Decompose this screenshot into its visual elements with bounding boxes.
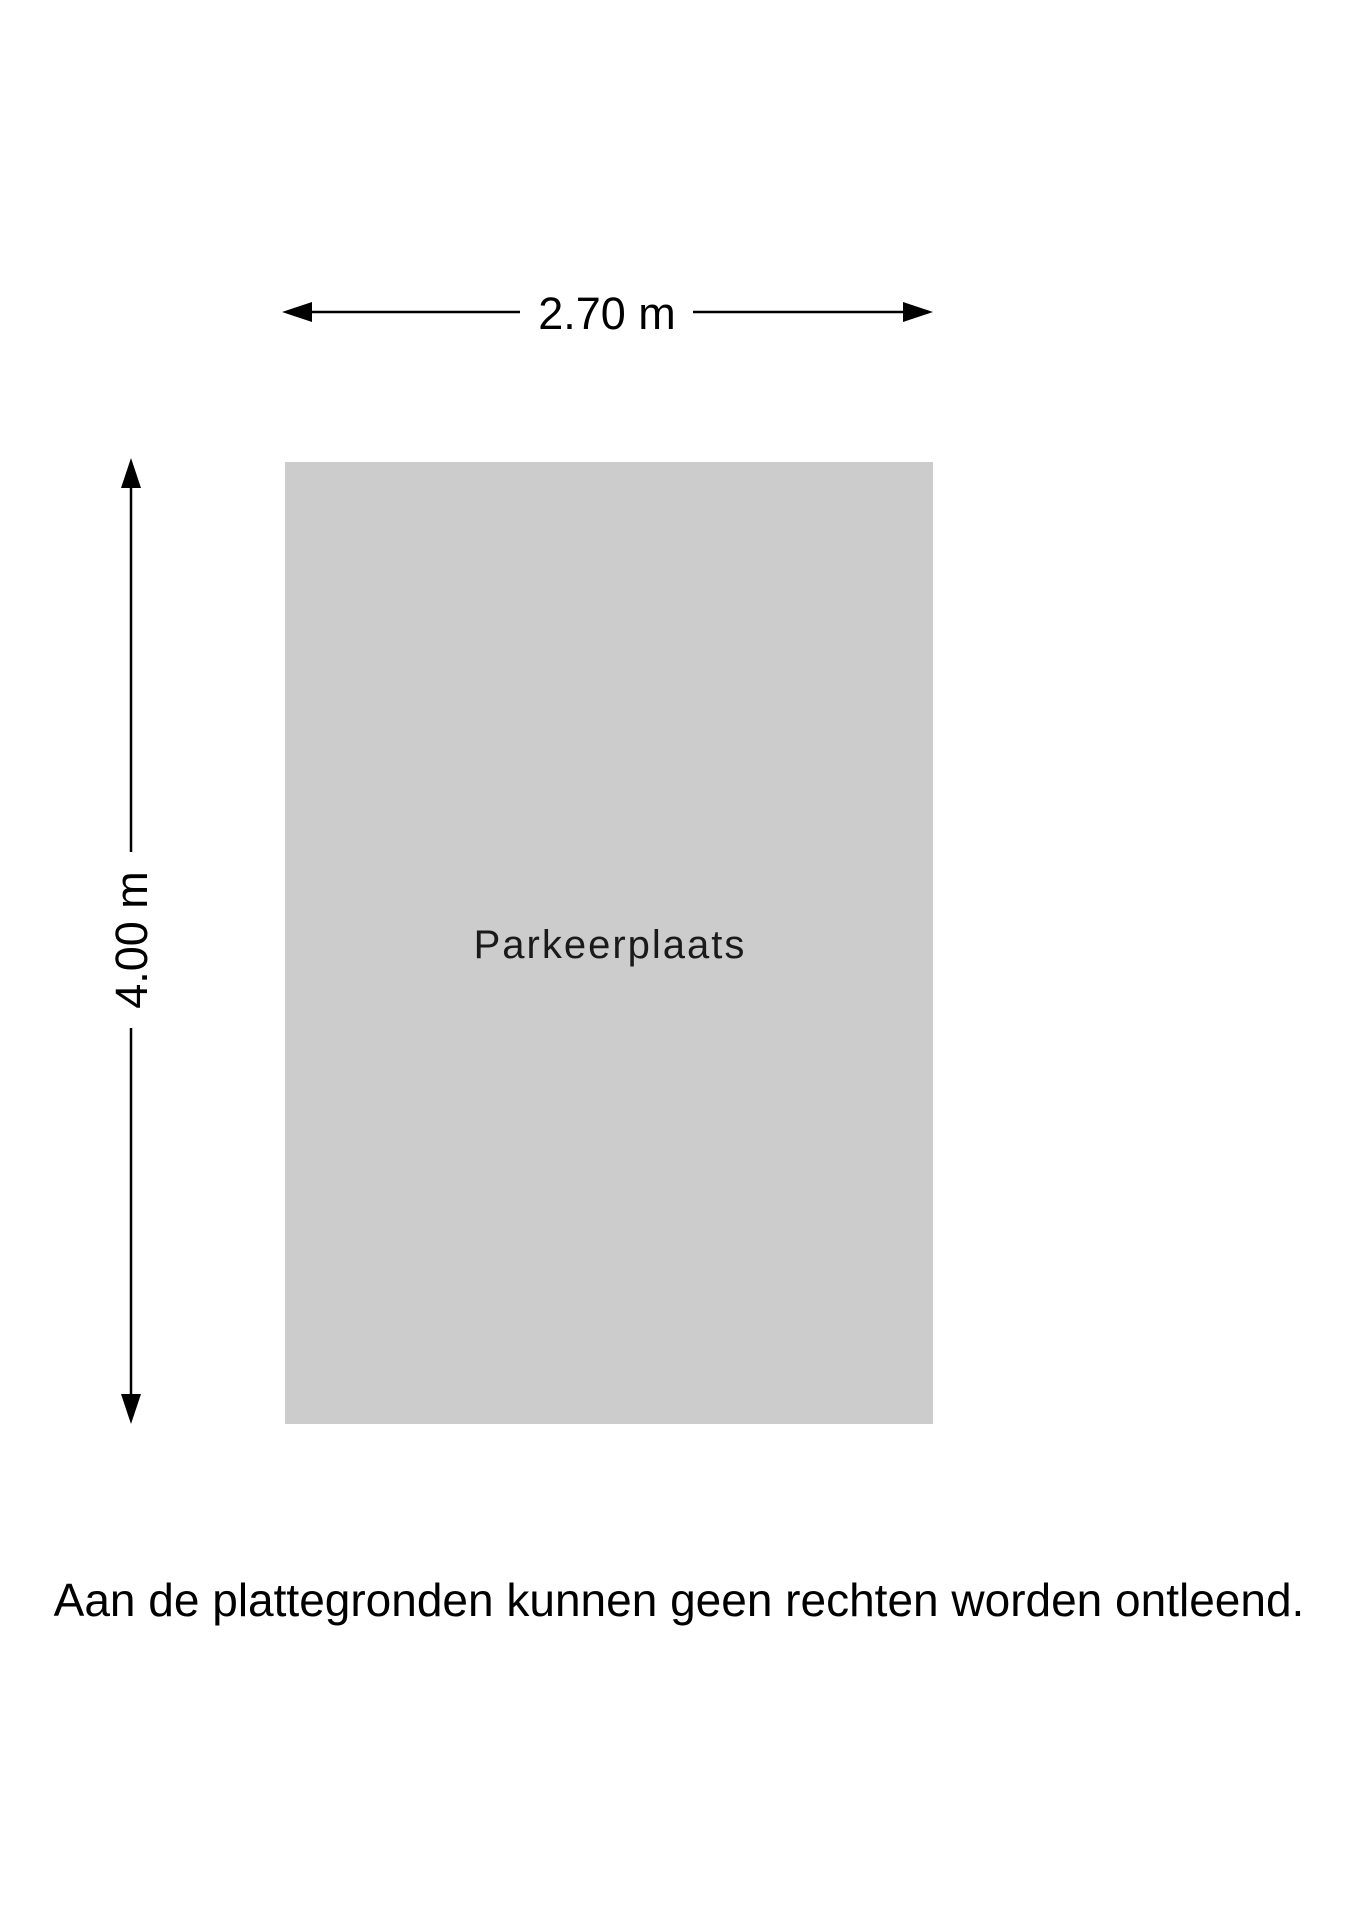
arrow-down-icon — [121, 1394, 141, 1424]
room-label: Parkeerplaats — [473, 923, 747, 967]
height-dimension — [106, 458, 157, 1424]
width-dimension — [282, 288, 933, 339]
disclaimer-text: Aan de plattegronden kunnen geen rechten worden ontleend. — [53, 1574, 1305, 1626]
arrow-right-icon — [903, 302, 933, 322]
height-dimension-label: 4.00 m — [106, 871, 157, 1009]
arrow-left-icon — [282, 302, 312, 322]
width-dimension-label: 2.70 m — [538, 288, 676, 339]
arrow-up-icon — [121, 458, 141, 488]
